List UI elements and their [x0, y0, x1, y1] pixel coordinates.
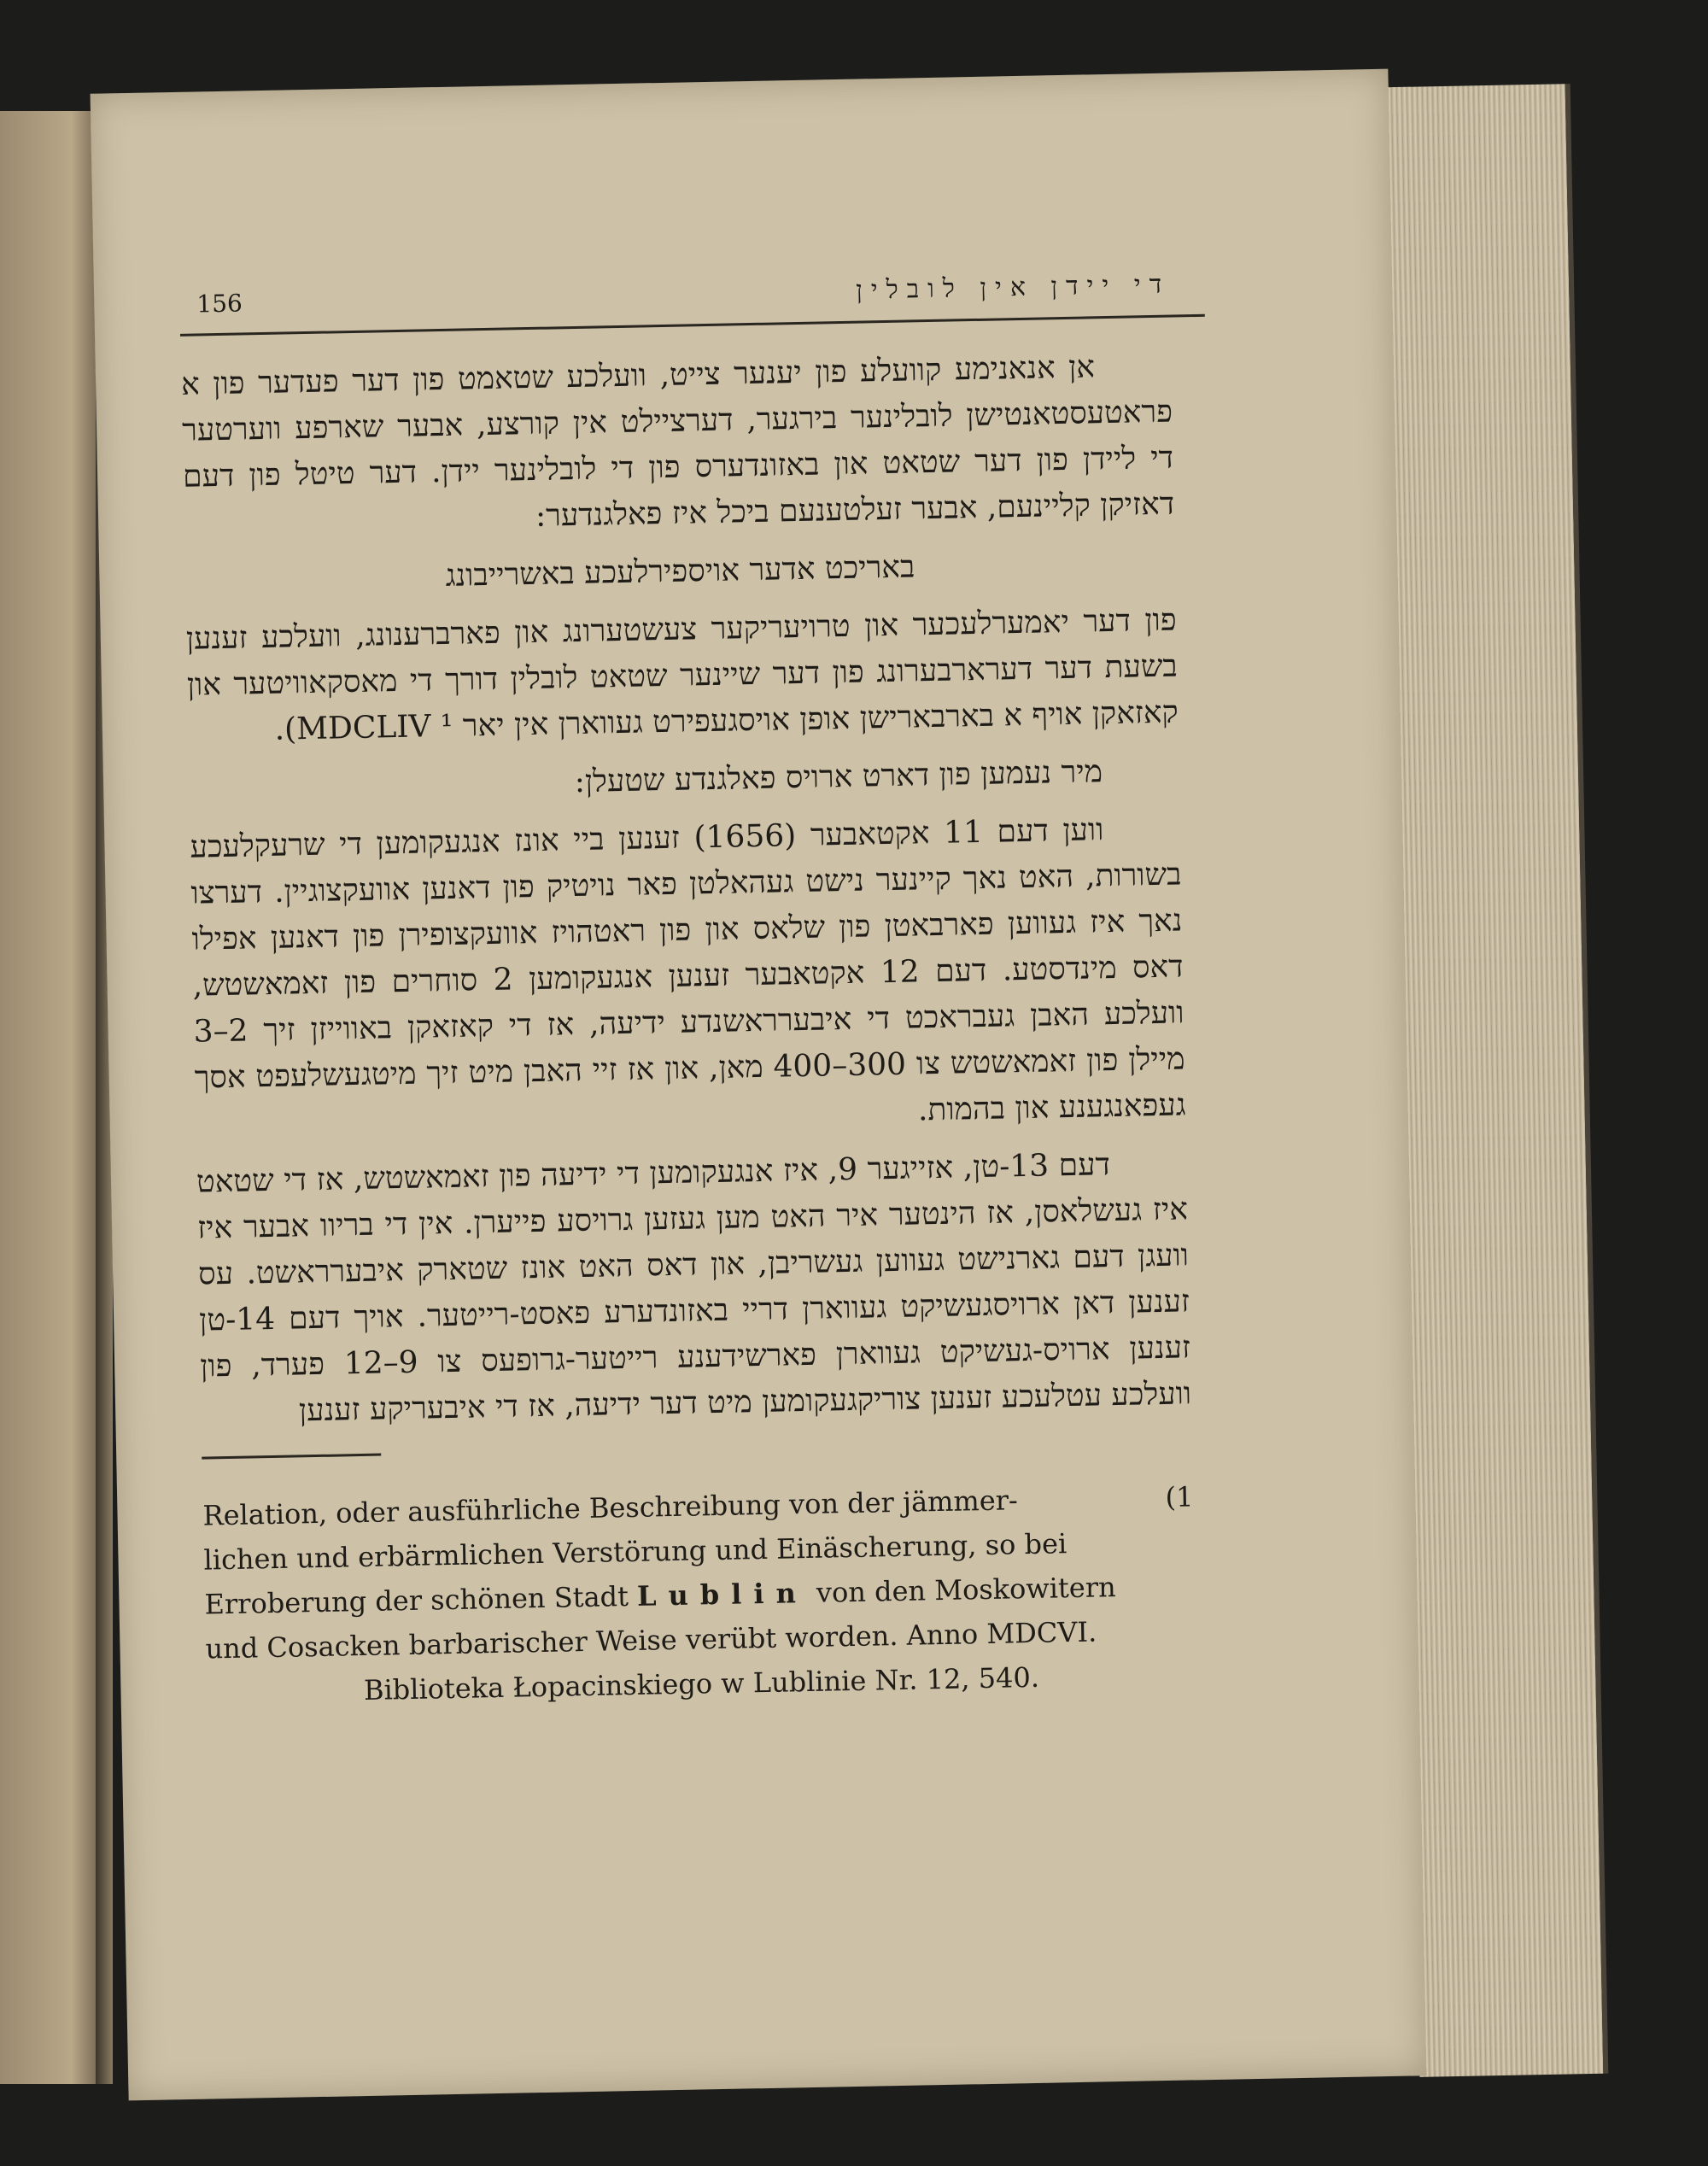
body-text: [181, 343, 1192, 1437]
footnote-text: von den Moskowitern: [816, 1571, 1117, 1609]
running-title: די יידן אין לובלין: [855, 269, 1171, 306]
paragraph: דעם 13-טן, אזייגער 9, איז אנגעקומען די ידיעה פון זאמאשטש, אז די שטאט איז געשלאסן, אז הינטער איר האט מען געזען גרויסע פייערן. אין די בריוו אבער איז וועגן דעם גארנישט געווען געשריבן, און דאס האט אונז שטארק איבערראשט. עס זענען דאן ארויסגעשיקט געווארן דריי באזונדערע פאסט-רייטער. אויך דעם 14-טן זענען ארויס-געשיקט געווארן פארשידענע רייטער-גרופעס צו 9–12 פערד, פון וועלכע עטלעכע זענען צוריקגעקומען מיט דער ידיעה, אז די איבעריקע זענען: [196, 1147, 1192, 1429]
left-page-edge: [0, 111, 102, 2084]
footnote-line: Biblioteka Łopacinskiego w Lublinie Nr. 12, 540.: [363, 1660, 1040, 1706]
page-number: 156: [196, 289, 243, 319]
footnote-text: Erroberung der schönen Stadt: [204, 1580, 629, 1621]
page-content: [179, 269, 1231, 1716]
paragraph: אן אנאנימע קוועלע פון יענער צייט, וועלכע שטאמט פון דער פעדער פון א פראטעסטאנטישן לובלינער בירגער, דערציילט אין קורצע, אבער שארפע ווערטער די ליידן פון דער שטאט און באזונדערס פון די לובלינער יידן. דער טיטל פון דעם דאזיקן קליינעם, אבער זעלטענעם ביכל איז פאלגנדער:: [180, 349, 1175, 534]
footnote-line: und Cosacken barbarischer Weise verübt worden. Anno MDCVI.: [205, 1615, 1097, 1665]
footnote-line: Relation, oder ausführliche Beschreibung von der jämmer-: [202, 1484, 1019, 1532]
footnote: [202, 1474, 1197, 1715]
footnote-spaced-word: Lublin: [636, 1577, 809, 1613]
footnote-marker: (1: [1165, 1480, 1194, 1513]
paragraph: ווען דעם 11 אקטאבער (1656) זענען ביי אונז אנגעקומען די שרעקלעכע בשורות, האט נאך קיינער נישט געהאלטן פאר נויטיק פון דאנען אוועקצוגיין. דערצו נאך איז געווען פארבאטן פון שלאס און פון ראטהויז אוועקצופירן פון דאנען אפילו דאס מינדסטע. דעם 12 אקטאבער זענען אנגעקומען 2 סוחרים פון זאמאשטש, וועלכע האבן געבראכט די איבערראשנדע ידיעה, אז די קאזאקן באווייזן זיך 2–3 מיילן פון זאמאשטש צו 300–400 מאן, און אז זיי האבן מיט זיך מיטגעשלעפט אסך געפאנגענע און בהמות.: [190, 812, 1186, 1128]
footnote-line: lichen und erbärmlichen Verstörung und Einäscherung, so bei: [203, 1527, 1068, 1577]
footnote-rule: [202, 1454, 381, 1460]
book-page: [91, 69, 1427, 2101]
quoted-title-body: פון דער יאמערלעכער און טרויעריקער צעשטערונג און פארברענונג, וועלכע זענען בשעת דער דערארבערונג פון דער שיינער שטאט לובלין דורך די מאסקאוויטער און קאזאקן אויף א בארבארישן אופן אויסגעפירט געווארן אין יאר MDCLIV ¹).: [185, 602, 1179, 747]
quoted-title-line: באריכט אדער אויספירלעכע באשרייבונג: [445, 549, 915, 594]
page-header: [179, 269, 1205, 337]
paragraph: מיר נעמען פון דארט ארויס פאלגנדע שטעלן:: [574, 754, 1103, 800]
